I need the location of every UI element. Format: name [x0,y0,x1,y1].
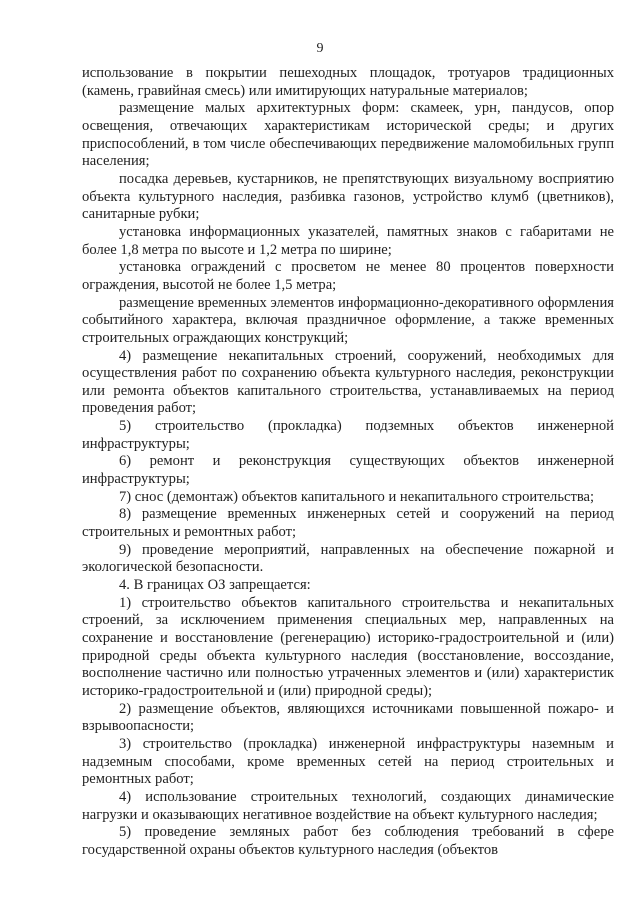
paragraph: 3) строительство (прокладка) инженерной инфраструктуры наземным и надземным способами, кроме временных сетей на период строительных и ремонтных работ; [82,735,614,788]
paragraph: 2) размещение объектов, являющихся источниками повышенной пожаро- и взрывоопасности; [82,700,614,735]
section-heading: 4. В границах ОЗ запрещается: [119,577,311,594]
paragraph: 5) строительство (прокладка) подземных объектов инженерной инфраструктуры; [82,418,614,452]
paragraph: 9) проведение мероприятий, направленных на обеспечение пожарной и экологической безопасности. [82,541,614,576]
paragraph: 1) строительство объектов капитального строительства и некапитальных строений, за исключением применения специальных мер, направленных на сохранение и восстановление (регенерацию) историко-градостроительной и (или) природной среды объекта культурного наследия (восстановление, воссоздание, восполнение частично или полностью утраченных элементов и (или) характеристик историко-градостроительной и (или) природной среды); [82,594,614,699]
paragraph: посадка деревьев, кустарников, не препятствующих визуальному восприятию объекта культурного наследия, разбивка газонов, устройство клумб (цветников), санитарные рубки; [82,170,614,223]
paragraph: использование в покрытии пешеходных площадок, тротуаров традиционных (камень, гравийная смесь) или имитирующих натуральные материалов; [82,65,614,99]
paragraph: размещение малых архитектурных форм: скамеек, урн, пандусов, опор освещения, отвечающих характеристикам исторической среды; и других приспособлений, в том числе обеспечивающих передвижение маломобильных групп населения; [82,100,614,170]
paragraph: 5) проведение земляных работ без соблюдения требований в сфере государственной охраны объектов культурного наследия (объектов [82,824,614,858]
paragraph: установка ограждений с просветом не менее 80 процентов поверхности ограждения, высотой не более 1,5 метра; [82,259,614,293]
paragraph: 4) использование строительных технологий, создающих динамические нагрузки и оказывающих негативное воздействие на объект культурного наследия; [82,788,614,823]
paragraph: 4) размещение некапитальных строений, сооружений, необходимых для осуществления работ по сохранению объекта культурного наследия, реконструкции или ремонта объектов капитального строительства, устанавливаемых на период проведения работ; [82,347,614,417]
document-body [82,65,614,860]
paragraph: размещение временных элементов информационно-декоративного оформления событийного характера, включая праздничное оформление, а также временных строительных ограждающих конструкций; [82,294,614,346]
paragraph: 6) ремонт и реконструкция существующих объектов инженерной инфраструктуры; [82,453,614,488]
paragraph: 7) снос (демонтаж) объектов капитального и некапитального строительства; [119,488,595,505]
paragraph: 8) размещение временных инженерных сетей и сооружений на период строительных и ремонтных работ; [82,506,614,541]
paragraph: установка информационных указателей, памятных знаков с габаритами не более 1,8 метра по высоте и 1,2 метра по ширине; [82,223,614,258]
page-number: 9 [316,41,324,56]
